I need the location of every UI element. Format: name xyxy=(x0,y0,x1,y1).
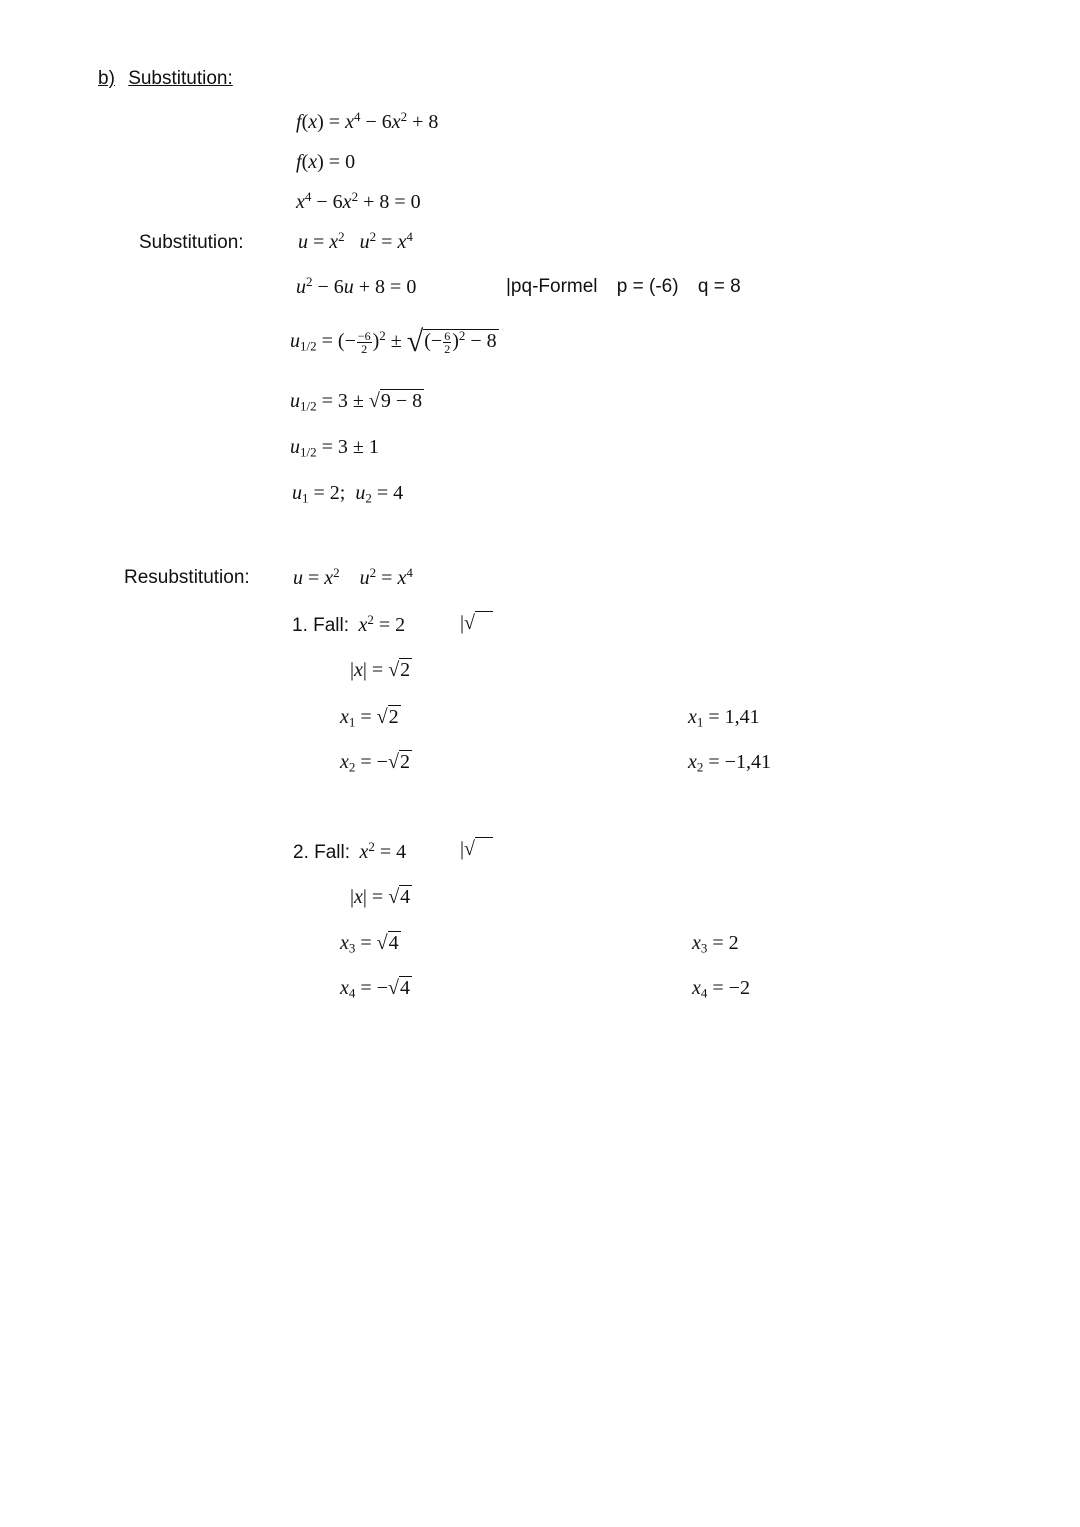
case-2-line xyxy=(293,838,407,864)
case-2-label: 2. Fall: xyxy=(293,842,351,863)
result-x1-value: 1,41 xyxy=(724,706,760,728)
eq-resubstitution: $u = x^2$ $u^2 = x^4$ xyxy=(293,564,413,589)
eq-polynomial-zero: $x^4 - 6x^2 + 8 = 0$ xyxy=(296,188,421,213)
eq-x4: $x_4 = -√4$ xyxy=(340,977,410,1001)
result-x4-value: −2 xyxy=(728,977,750,999)
result-x4: $x_4 = -2$ xyxy=(692,977,750,1001)
pq-label: |pq-Formel xyxy=(506,276,598,297)
eq-case-2: $x^2 = 4$ xyxy=(359,838,407,863)
result-x3: $x_3 = 2$ xyxy=(692,932,739,956)
result-x1: $x_1 = 1,41$ xyxy=(688,706,760,730)
pq-p-value: p = (-6) xyxy=(616,276,679,297)
eq-abs-x-case1: |x| = √2 xyxy=(350,659,411,681)
heading-title: Substitution: xyxy=(128,68,233,89)
eq-x3: $x_3 = √4$ xyxy=(340,932,399,956)
eq-function: $f(x) = x^4 - 6x^2 + 8$ xyxy=(296,108,439,133)
case-1-label: 1. Fall: xyxy=(292,615,350,636)
eq-u-step2: $u_{1/2} = 3 \pm 1$ xyxy=(290,436,379,460)
eq-substitution: $u = x^2$ $u^2 = x^4$ xyxy=(298,228,413,253)
eq-pq-formula: $u_{1/2}$ = (− $\frac{-6}{2}$ )$^2$ ± √(− $\frac{6}{2}$ )$^2$ − 8 xyxy=(290,325,497,359)
eq-abs-x-case2: |x| = √4 xyxy=(350,886,411,908)
root-operation-1: |√ xyxy=(460,612,493,635)
result-x2-value: −1,41 xyxy=(724,751,771,773)
pq-q-value: q = 8 xyxy=(697,276,741,297)
substitution-label: Substitution: xyxy=(139,232,244,253)
section-heading xyxy=(98,68,233,90)
eq-u-solutions: $u_1 = 2$; $u_2 = 4$ xyxy=(292,482,404,506)
root-operation-2: |√ xyxy=(460,838,493,861)
pq-formula-note xyxy=(506,276,741,298)
eq-f-zero: f(x) = 0 xyxy=(296,151,356,173)
part-label: b) xyxy=(98,68,115,89)
eq-x1: $x_1 = √2$ xyxy=(340,706,399,730)
case-1-line xyxy=(292,611,406,637)
resubstitution-label: Resubstitution: xyxy=(124,567,250,588)
eq-case-1: $x^2 = 2$ xyxy=(358,611,406,636)
eq-u-step1: $u_{1/2} = 3 \pm √9 - 8$ xyxy=(290,390,423,414)
result-x2: $x_2 = -1,41$ xyxy=(688,751,771,775)
eq-x2: $x_2 = -√2$ xyxy=(340,751,410,775)
result-x3-value: 2 xyxy=(728,932,739,954)
eq-quadratic-u: $u^2 - 6u + 8 = 0$ xyxy=(296,273,417,298)
